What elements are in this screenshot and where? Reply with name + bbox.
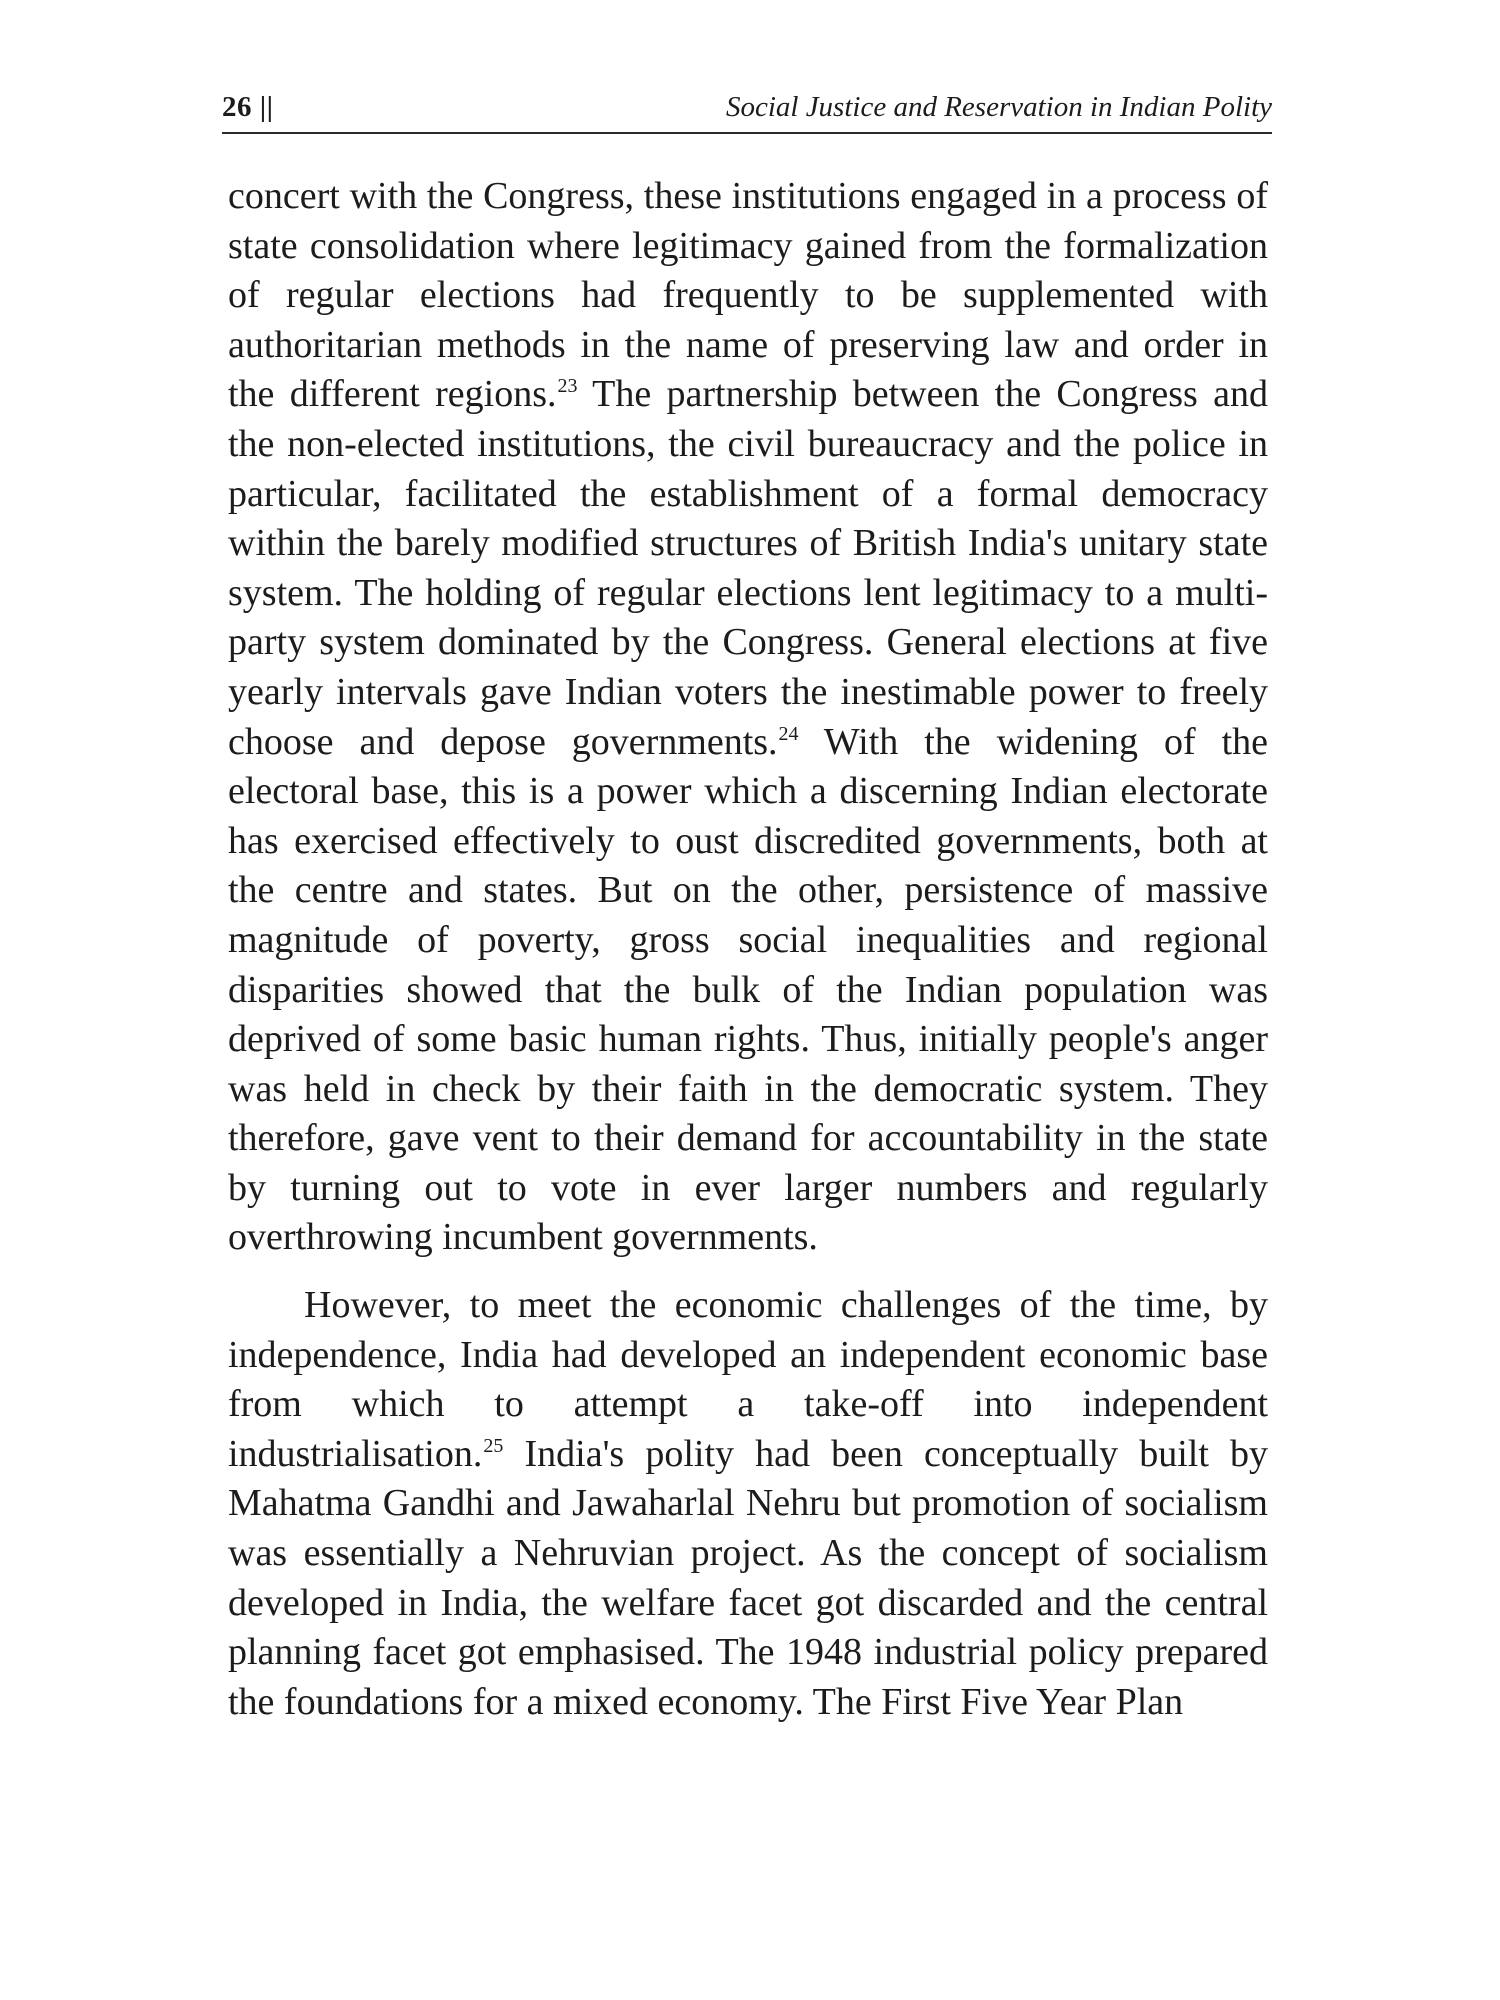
paragraph-2 [228,1281,1268,1727]
body-text [228,172,1268,1727]
running-header [222,80,1272,124]
paragraph-1-text-2: The partnership between the Congress and the non-elected institutions, the civil bureaucracy and the police in particular, facilitated the establishment of a formal democracy within the barely modified structures of British India's unitary state system. The holding of regular elections lent legitimacy to a multi-party system dominated by the Congress. General elections at five yearly intervals gave Indian voters the inestimable power to freely choose and depose governments. [228,373,1268,763]
paragraph-1-text-1: concert with the Congress, these institutions engaged in a process of state consolidation where legitimacy gained from the formalization of regular elections had frequently to be supplemented with authoritarian methods in the name of preserving law and order in the different regions. [228,175,1268,416]
footnote-ref-25: 25 [483,1434,504,1457]
header-rule [222,132,1272,134]
running-title: Social Justice and Reservation in Indian Polity [725,91,1272,123]
page-number: 26 || [222,91,274,123]
paragraph-1 [228,172,1268,1263]
paragraph-2-text-2: India's polity had been conceptually built by Mahatma Gandhi and Jawaharlal Nehru but promotion of socialism was essentially a Nehruvian project. As the concept of socialism developed in India, the welfare facet got discarded and the central planning facet got emphasised. The 1948 industrial policy prepared the foundations for a mixed economy. The First Five Year Plan [228,1432,1268,1723]
footnote-ref-23: 23 [557,375,578,398]
paragraph-2-text-1: However, to meet the economic challenges of the time, by independence, India had developed an independent economic base from which to attempt a take-off into independent industrialisation. [228,1284,1268,1475]
paragraph-1-text-3: With the widening of the electoral base, this is a power which a discerning Indian electorate has exercised effectively to oust discredited governments, both at the centre and states. But on the other, persistence of massive magnitude of poverty, gross social inequalities and regional disparities showed that the bulk of the Indian population was deprived of some basic human rights. Thus, initially people's anger was held in check by their faith in the democratic system. They therefore, gave vent to their demand for accountability in the state by turning out to vote in ever larger numbers and regularly overthrowing incumbent governments. [228,720,1268,1259]
footnote-ref-24: 24 [778,722,799,745]
